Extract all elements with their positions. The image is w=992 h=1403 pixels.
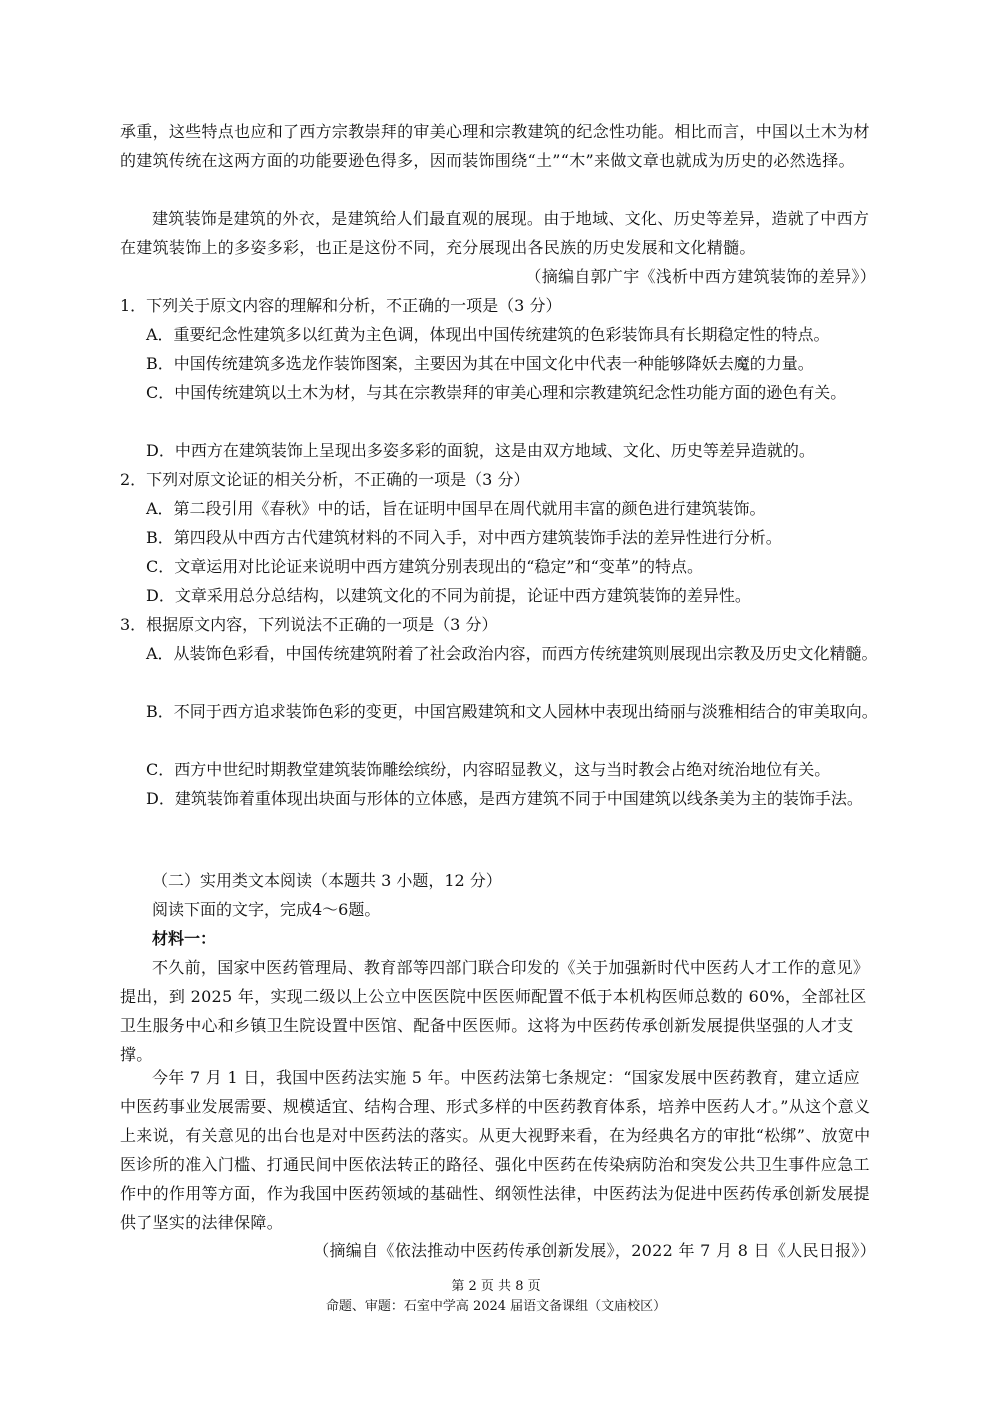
question-2-stem: 2．下列对原文论证的相关分析，不正确的一项是（3 分） bbox=[120, 470, 530, 489]
section-2-heading: （二）实用类文本阅读（本题共 3 小题，12 分） bbox=[152, 871, 502, 890]
material-1-paragraph-2: 今年 7 月 1 日，我国中医药法实施 5 年。中医药法第七条规定：“国家发展中医药教育，建立适应中医药事业发展需要、规模适宜、结构合理、形式多样的中医药教育体系，培养中医药人才。”从这个意义上来说，有关意见的出台也是对中医药法的落实。从更大视野来看，在为经典名方的审批“松绑”、放宽中医诊所的准入门槛、打通民间中医依法转正的路径、强化中医药在传染病防治和突发公共卫生事件应急工作中的作用等方面，作为我国中医药领域的基础性、纲领性法律，中医药法为促进中医药传承创新发展提供了坚实的法律保障。 bbox=[120, 1068, 871, 1232]
question-1-option-d: D．中西方在建筑装饰上呈现出多姿多彩的面貌，这是由双方地域、文化、历史等差异造就的。 bbox=[146, 441, 815, 460]
question-2-option-d: D．文章采用总分总结构，以建筑文化的不同为前提，论证中西方建筑装饰的差异性。 bbox=[146, 586, 751, 605]
question-2-option-b: B．第四段从中西方古代建筑材料的不同入手，对中西方建筑装饰手法的差异性进行分析。 bbox=[146, 528, 782, 547]
question-3-option-a: A．从装饰色彩看，中国传统建筑附着了社会政治内容，而西方传统建筑则展现出宗教及历史文化精髓。 bbox=[146, 644, 878, 663]
question-1-stem: 1．下列关于原文内容的理解和分析，不正确的一项是（3 分） bbox=[120, 296, 562, 315]
page-number: 第 2 页 共 8 页 bbox=[451, 1279, 541, 1294]
question-3-option-c: C．西方中世纪时期教堂建筑装饰雕绘缤纷，内容昭显教义，这与当时教会占绝对统治地位有关。 bbox=[146, 760, 831, 779]
section-2-instruction: 阅读下面的文字，完成4～6题。 bbox=[152, 900, 381, 919]
material-1-label: 材料一： bbox=[152, 929, 217, 948]
question-3-option-b: B．不同于西方追求装饰色彩的变更，中国宫殿建筑和文人园林中表现出绮丽与淡雅相结合的审美取向。 bbox=[146, 702, 878, 721]
question-1-option-c: C．中国传统建筑以土木为材，与其在宗教崇拜的审美心理和宗教建筑纪念性功能方面的逊色有关。 bbox=[146, 383, 847, 402]
question-3-option-d: D．建筑装饰着重体现出块面与形体的立体感，是西方建筑不同于中国建筑以线条美为主的装饰手法。 bbox=[146, 789, 863, 808]
question-2-option-c: C．文章运用对比论证来说明中西方建筑分别表现出的“稳定”和“变革”的特点。 bbox=[146, 557, 703, 576]
material-1-source: （摘编自《依法推动中医药传承创新发展》，2022 年 7 月 8 日《人民日报》） bbox=[313, 1241, 876, 1260]
footer-credit: 命题、审题：石室中学高 2024 届语文备课组（文庙校区） bbox=[325, 1299, 667, 1314]
question-2-option-a: A．第二段引用《春秋》中的话，旨在证明中国早在周代就用丰富的颜色进行建筑装饰。 bbox=[146, 499, 766, 518]
question-1-option-b: B．中国传统建筑多选龙作装饰图案，主要因为其在中国文化中代表一种能够降妖去魔的力量。 bbox=[146, 354, 814, 373]
passage-paragraph-1: 承重，这些特点也应和了西方宗教崇拜的审美心理和宗教建筑的纪念性功能。相比而言，中国以土木为材的建筑传统在这两方面的功能要逊色得多，因而装饰围绕“土”“木”来做文章也就成为历史的必然选择。 bbox=[120, 122, 870, 170]
material-1-paragraph-1: 不久前，国家中医药管理局、教育部等四部门联合印发的《关于加强新时代中医药人才工作的意见》提出，到 2025 年，实现二级以上公立中医医院中医医师配置不低于本机构医师总数的 60%，全部社区卫生服务中心和乡镇卫生院设置中医馆、配备中医医师。这将为中医药传承创新发展提供坚强的人才支撑。 bbox=[120, 958, 870, 1064]
question-1-option-a: A．重要纪念性建筑多以红黄为主色调，体现出中国传统建筑的色彩装饰具有长期稳定性的特点。 bbox=[146, 325, 830, 344]
question-3-stem: 3．根据原文内容，下列说法不正确的一项是（3 分） bbox=[120, 615, 498, 634]
passage-source: （摘编自郭广宇《浅析中西方建筑装饰的差异》） bbox=[525, 267, 876, 286]
passage-paragraph-2: 建筑装饰是建筑的外衣，是建筑给人们最直观的展现。由于地域、文化、历史等差异，造就了中西方在建筑装饰上的多姿多彩，也正是这份不同，充分展现出各民族的历史发展和文化精髓。 bbox=[120, 209, 870, 257]
